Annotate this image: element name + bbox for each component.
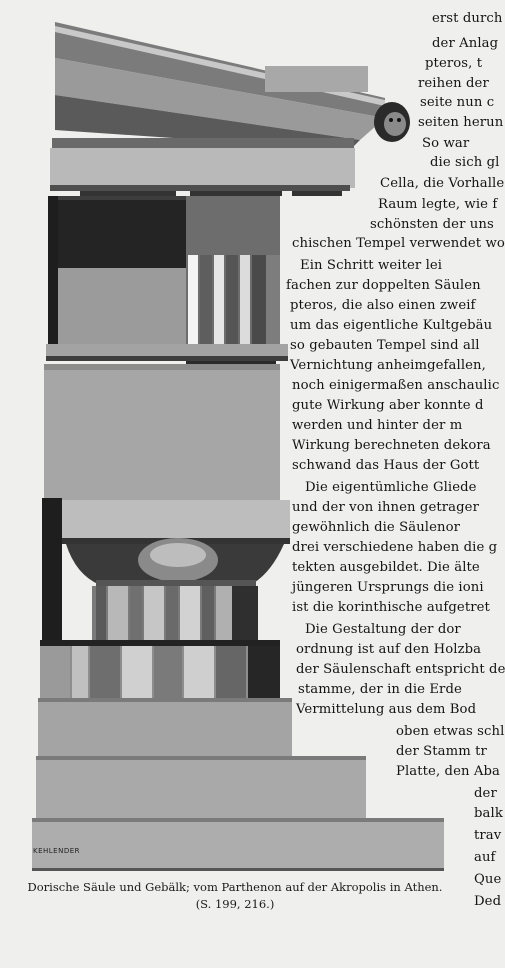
text-line: Wirkung berechneten dekora	[292, 438, 491, 453]
text-line: Que	[474, 872, 502, 887]
text-line: ordnung ist auf den Holzba	[296, 642, 482, 657]
text-line: balk	[474, 806, 503, 821]
text-line: Die Gestaltung der dor	[305, 622, 461, 637]
text-line: die sich gl	[430, 155, 500, 170]
text-line: jüngeren Ursprungs die ioni	[292, 580, 484, 595]
text-line: pteros, t	[425, 56, 483, 71]
artist-signature: KEHLENDER	[33, 847, 81, 855]
text-line: reihen der	[418, 76, 489, 91]
text-line: drei verschiedene haben die g	[292, 540, 498, 555]
text-line: Ded	[474, 894, 502, 909]
text-line: schönsten der uns	[370, 217, 494, 232]
text-line: So war	[422, 136, 470, 151]
text-line: seite nun c	[420, 95, 495, 110]
text-line: schwand das Haus der Gott	[292, 458, 480, 473]
text-line: stamme, der in die Erde	[298, 682, 462, 697]
lion-head-gargoyle	[374, 102, 410, 142]
text-line: gute Wirkung aber konnte d	[292, 398, 484, 413]
text-line: erst durch	[432, 11, 503, 26]
text-line: der Anlag	[432, 36, 499, 51]
text-line: ist die korinthische aufgetret	[292, 600, 490, 615]
text-line: Cella, die Vorhalle	[380, 176, 505, 191]
column-shaft	[92, 586, 258, 642]
text-line: auf	[474, 850, 496, 865]
text-line: chischen Tempel verwendet wo	[292, 236, 505, 251]
text-line: tekten ausgebildet. Die älte	[292, 560, 480, 575]
text-line: fachen zur doppelten Säulen	[286, 278, 481, 293]
text-line: seiten herun	[418, 115, 504, 130]
text-line: werden und hinter der m	[292, 418, 463, 433]
text-line: Raum legte, wie f	[378, 197, 498, 212]
text-line: und der von ihnen getrager	[292, 500, 479, 515]
text-line: der Säulenschaft entspricht de	[296, 662, 505, 677]
text-line: der Stamm tr	[396, 744, 487, 759]
figure-caption-reference: (S. 199, 216.)	[195, 897, 275, 911]
text-line: pteros, die also einen zweif	[290, 298, 476, 313]
text-line: so gebauten Tempel sind all	[290, 338, 480, 353]
text-line: der	[474, 786, 497, 801]
text-line: Platte, den Aba	[396, 764, 500, 779]
text-line: trav	[474, 828, 502, 843]
text-line: um das eigentliche Kultgebäu	[290, 318, 493, 333]
figure-caption: Dorische Säule und Gebälk; vom Parthenon auf der Akropolis in Athen.	[27, 880, 443, 894]
text-line: noch einigermaßen anschaulic	[292, 378, 500, 393]
text-line: gewöhnlich die Säulenor	[292, 520, 461, 535]
text-line: Vernichtung anheimgefallen,	[290, 358, 486, 373]
text-line: Die eigentümliche Gliede	[305, 480, 477, 495]
text-line: oben etwas schl	[396, 724, 505, 739]
text-line: Ein Schritt weiter lei	[300, 258, 443, 273]
text-line: Vermittelung aus dem Bod	[296, 702, 477, 717]
